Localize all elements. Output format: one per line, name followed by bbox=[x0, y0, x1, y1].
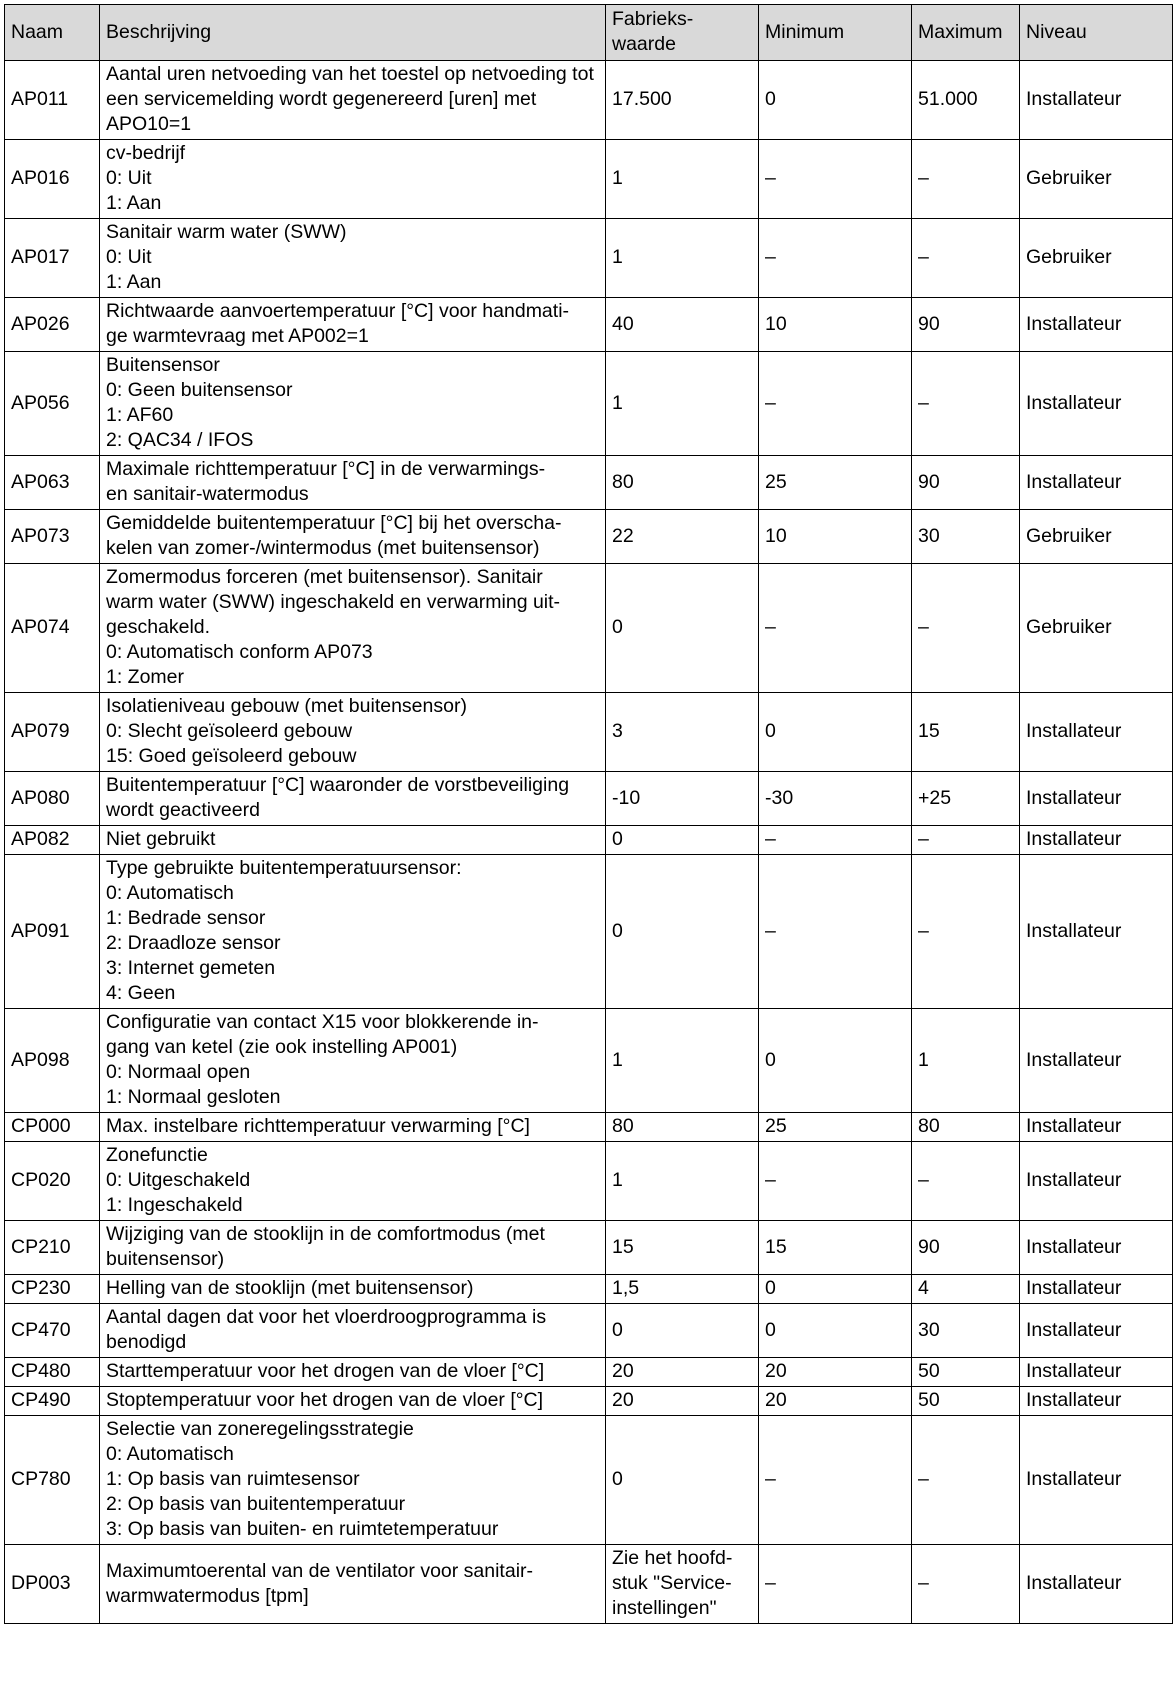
cell-minimum: 15 bbox=[759, 1221, 912, 1275]
cell-minimum: – bbox=[759, 1416, 912, 1545]
cell-factory-value: 15 bbox=[606, 1221, 759, 1275]
cell-minimum: – bbox=[759, 564, 912, 693]
cell-level: Installateur bbox=[1020, 1545, 1173, 1624]
cell-name: AP073 bbox=[5, 510, 100, 564]
cell-factory-value: 0 bbox=[606, 1304, 759, 1358]
cell-description: Type gebruikte buitentemperatuursensor: 0: Automatisch 1: Bedrade sensor 2: Draadloze sensor 3: Internet gemeten 4: Geen bbox=[100, 855, 606, 1009]
header-name: Naam bbox=[5, 5, 100, 61]
cell-description: Maximale richttemperatuur [°C] in de verwarmings- en sanitair-watermodus bbox=[100, 456, 606, 510]
cell-minimum: -30 bbox=[759, 772, 912, 826]
cell-factory-value: 40 bbox=[606, 298, 759, 352]
cell-maximum: 4 bbox=[912, 1275, 1020, 1304]
cell-name: CP230 bbox=[5, 1275, 100, 1304]
cell-name: CP480 bbox=[5, 1358, 100, 1387]
cell-name: AP016 bbox=[5, 140, 100, 219]
header-minimum: Minimum bbox=[759, 5, 912, 61]
cell-maximum: 30 bbox=[912, 1304, 1020, 1358]
table-row bbox=[5, 1545, 1173, 1624]
cell-maximum: 50 bbox=[912, 1387, 1020, 1416]
header-level: Niveau bbox=[1020, 5, 1173, 61]
cell-factory-value: 1 bbox=[606, 1142, 759, 1221]
cell-description: Buitensensor 0: Geen buitensensor 1: AF60 2: QAC34 / IFOS bbox=[100, 352, 606, 456]
cell-minimum: 0 bbox=[759, 1275, 912, 1304]
cell-name: AP080 bbox=[5, 772, 100, 826]
cell-maximum: 1 bbox=[912, 1009, 1020, 1113]
cell-name: AP026 bbox=[5, 298, 100, 352]
cell-name: AP082 bbox=[5, 826, 100, 855]
cell-description: Zomermodus forceren (met buitensensor). Sanitair warm water (SWW) ingeschakeld en verwarming uit- geschakeld. 0: Automatisch conform AP073 1: Zomer bbox=[100, 564, 606, 693]
cell-maximum: – bbox=[912, 1416, 1020, 1545]
cell-name: CP020 bbox=[5, 1142, 100, 1221]
table-row bbox=[5, 1304, 1173, 1358]
cell-level: Installateur bbox=[1020, 1113, 1173, 1142]
cell-description: Isolatieniveau gebouw (met buitensensor) 0: Slecht geïsoleerd gebouw 15: Goed geïsoleerd gebouw bbox=[100, 693, 606, 772]
cell-name: DP003 bbox=[5, 1545, 100, 1624]
cell-factory-value: 22 bbox=[606, 510, 759, 564]
cell-minimum: – bbox=[759, 219, 912, 298]
cell-level: Installateur bbox=[1020, 826, 1173, 855]
table-row bbox=[5, 510, 1173, 564]
cell-factory-value: -10 bbox=[606, 772, 759, 826]
cell-name: AP079 bbox=[5, 693, 100, 772]
cell-minimum: 20 bbox=[759, 1387, 912, 1416]
cell-factory-value: 0 bbox=[606, 564, 759, 693]
table-row bbox=[5, 1009, 1173, 1113]
cell-factory-value: 1 bbox=[606, 352, 759, 456]
cell-minimum: 10 bbox=[759, 298, 912, 352]
cell-maximum: 30 bbox=[912, 510, 1020, 564]
table-row bbox=[5, 1416, 1173, 1545]
cell-level: Installateur bbox=[1020, 772, 1173, 826]
cell-maximum: – bbox=[912, 1545, 1020, 1624]
cell-minimum: 0 bbox=[759, 1304, 912, 1358]
table-row bbox=[5, 1221, 1173, 1275]
table-row bbox=[5, 219, 1173, 298]
cell-maximum: 90 bbox=[912, 298, 1020, 352]
cell-minimum: – bbox=[759, 1545, 912, 1624]
header-factory-value: Fabrieks- waarde bbox=[606, 5, 759, 61]
cell-minimum: – bbox=[759, 1142, 912, 1221]
cell-maximum: – bbox=[912, 564, 1020, 693]
cell-maximum: 90 bbox=[912, 456, 1020, 510]
cell-level: Installateur bbox=[1020, 1142, 1173, 1221]
cell-minimum: – bbox=[759, 826, 912, 855]
cell-level: Gebruiker bbox=[1020, 510, 1173, 564]
cell-description: Aantal dagen dat voor het vloerdroogprogramma is benodigd bbox=[100, 1304, 606, 1358]
cell-factory-value: 0 bbox=[606, 855, 759, 1009]
cell-factory-value: 3 bbox=[606, 693, 759, 772]
cell-level: Installateur bbox=[1020, 61, 1173, 140]
table-row bbox=[5, 1358, 1173, 1387]
cell-level: Installateur bbox=[1020, 855, 1173, 1009]
cell-description: Configuratie van contact X15 voor blokkerende in- gang van ketel (zie ook instelling AP001) 0: Normaal open 1: Normaal gesloten bbox=[100, 1009, 606, 1113]
cell-level: Installateur bbox=[1020, 693, 1173, 772]
cell-maximum: – bbox=[912, 1142, 1020, 1221]
cell-factory-value: 80 bbox=[606, 1113, 759, 1142]
cell-maximum: – bbox=[912, 352, 1020, 456]
cell-factory-value: 0 bbox=[606, 1416, 759, 1545]
cell-maximum: – bbox=[912, 219, 1020, 298]
cell-factory-value: 20 bbox=[606, 1358, 759, 1387]
cell-description: Richtwaarde aanvoertemperatuur [°C] voor handmati- ge warmtevraag met AP002=1 bbox=[100, 298, 606, 352]
cell-minimum: 10 bbox=[759, 510, 912, 564]
cell-maximum: 90 bbox=[912, 1221, 1020, 1275]
cell-name: CP490 bbox=[5, 1387, 100, 1416]
cell-minimum: – bbox=[759, 855, 912, 1009]
cell-name: CP780 bbox=[5, 1416, 100, 1545]
cell-minimum: 20 bbox=[759, 1358, 912, 1387]
cell-level: Installateur bbox=[1020, 352, 1173, 456]
cell-factory-value: 1 bbox=[606, 140, 759, 219]
table-header-row bbox=[5, 5, 1173, 61]
table-row bbox=[5, 456, 1173, 510]
table-row bbox=[5, 772, 1173, 826]
cell-name: AP056 bbox=[5, 352, 100, 456]
cell-minimum: 0 bbox=[759, 1009, 912, 1113]
cell-level: Installateur bbox=[1020, 1358, 1173, 1387]
header-description: Beschrijving bbox=[100, 5, 606, 61]
table-row bbox=[5, 298, 1173, 352]
cell-description: Stoptemperatuur voor het drogen van de vloer [°C] bbox=[100, 1387, 606, 1416]
cell-description: Max. instelbare richttemperatuur verwarming [°C] bbox=[100, 1113, 606, 1142]
cell-name: AP063 bbox=[5, 456, 100, 510]
cell-name: CP000 bbox=[5, 1113, 100, 1142]
cell-name: AP098 bbox=[5, 1009, 100, 1113]
cell-level: Installateur bbox=[1020, 1304, 1173, 1358]
table-row bbox=[5, 140, 1173, 219]
cell-name: AP017 bbox=[5, 219, 100, 298]
cell-minimum: 0 bbox=[759, 693, 912, 772]
cell-name: AP091 bbox=[5, 855, 100, 1009]
cell-minimum: 25 bbox=[759, 456, 912, 510]
cell-maximum: – bbox=[912, 140, 1020, 219]
cell-description: Buitentemperatuur [°C] waaronder de vorstbeveiliging wordt geactiveerd bbox=[100, 772, 606, 826]
cell-description: cv-bedrijf 0: Uit 1: Aan bbox=[100, 140, 606, 219]
table-row bbox=[5, 1142, 1173, 1221]
cell-description: Sanitair warm water (SWW) 0: Uit 1: Aan bbox=[100, 219, 606, 298]
cell-level: Installateur bbox=[1020, 1416, 1173, 1545]
cell-factory-value: Zie het hoofd- stuk "Service- instellingen" bbox=[606, 1545, 759, 1624]
cell-level: Gebruiker bbox=[1020, 564, 1173, 693]
cell-maximum: +25 bbox=[912, 772, 1020, 826]
cell-description: Wijziging van de stooklijn in de comfortmodus (met buitensensor) bbox=[100, 1221, 606, 1275]
cell-factory-value: 1 bbox=[606, 1009, 759, 1113]
table-row bbox=[5, 352, 1173, 456]
cell-name: CP210 bbox=[5, 1221, 100, 1275]
cell-description: Starttemperatuur voor het drogen van de vloer [°C] bbox=[100, 1358, 606, 1387]
cell-factory-value: 17.500 bbox=[606, 61, 759, 140]
cell-name: AP011 bbox=[5, 61, 100, 140]
cell-name: CP470 bbox=[5, 1304, 100, 1358]
cell-level: Installateur bbox=[1020, 456, 1173, 510]
table-row bbox=[5, 855, 1173, 1009]
cell-level: Installateur bbox=[1020, 1009, 1173, 1113]
cell-description: Maximumtoerental van de ventilator voor sanitair- warmwatermodus [tpm] bbox=[100, 1545, 606, 1624]
cell-description: Niet gebruikt bbox=[100, 826, 606, 855]
cell-maximum: 15 bbox=[912, 693, 1020, 772]
cell-description: Zonefunctie 0: Uitgeschakeld 1: Ingeschakeld bbox=[100, 1142, 606, 1221]
cell-maximum: – bbox=[912, 826, 1020, 855]
cell-level: Installateur bbox=[1020, 298, 1173, 352]
cell-name: AP074 bbox=[5, 564, 100, 693]
cell-level: Installateur bbox=[1020, 1387, 1173, 1416]
cell-minimum: – bbox=[759, 352, 912, 456]
table-row bbox=[5, 1275, 1173, 1304]
cell-level: Installateur bbox=[1020, 1221, 1173, 1275]
parameter-table-container bbox=[4, 4, 1172, 1624]
cell-factory-value: 1 bbox=[606, 219, 759, 298]
cell-factory-value: 1,5 bbox=[606, 1275, 759, 1304]
cell-level: Gebruiker bbox=[1020, 219, 1173, 298]
cell-description: Selectie van zoneregelingsstrategie 0: Automatisch 1: Op basis van ruimtesensor 2: Op basis van buitentemperatuur 3: Op basis van buiten- en ruimtetemperatuur bbox=[100, 1416, 606, 1545]
table-body bbox=[5, 61, 1173, 1624]
cell-maximum: 80 bbox=[912, 1113, 1020, 1142]
cell-factory-value: 20 bbox=[606, 1387, 759, 1416]
header-maximum: Maximum bbox=[912, 5, 1020, 61]
cell-factory-value: 80 bbox=[606, 456, 759, 510]
table-row bbox=[5, 564, 1173, 693]
cell-description: Helling van de stooklijn (met buitensensor) bbox=[100, 1275, 606, 1304]
cell-maximum: 50 bbox=[912, 1358, 1020, 1387]
cell-minimum: 25 bbox=[759, 1113, 912, 1142]
cell-maximum: 51.000 bbox=[912, 61, 1020, 140]
cell-minimum: – bbox=[759, 140, 912, 219]
cell-level: Gebruiker bbox=[1020, 140, 1173, 219]
table-row bbox=[5, 693, 1173, 772]
cell-level: Installateur bbox=[1020, 1275, 1173, 1304]
table-row bbox=[5, 1113, 1173, 1142]
cell-description: Aantal uren netvoeding van het toestel op netvoeding tot een servicemelding wordt gegenereerd [uren] met APO10=1 bbox=[100, 61, 606, 140]
table-row bbox=[5, 1387, 1173, 1416]
table-row bbox=[5, 61, 1173, 140]
parameter-table bbox=[4, 4, 1173, 1624]
cell-factory-value: 0 bbox=[606, 826, 759, 855]
table-row bbox=[5, 826, 1173, 855]
cell-minimum: 0 bbox=[759, 61, 912, 140]
cell-description: Gemiddelde buitentemperatuur [°C] bij het overscha- kelen van zomer-/wintermodus (met buitensensor) bbox=[100, 510, 606, 564]
cell-maximum: – bbox=[912, 855, 1020, 1009]
